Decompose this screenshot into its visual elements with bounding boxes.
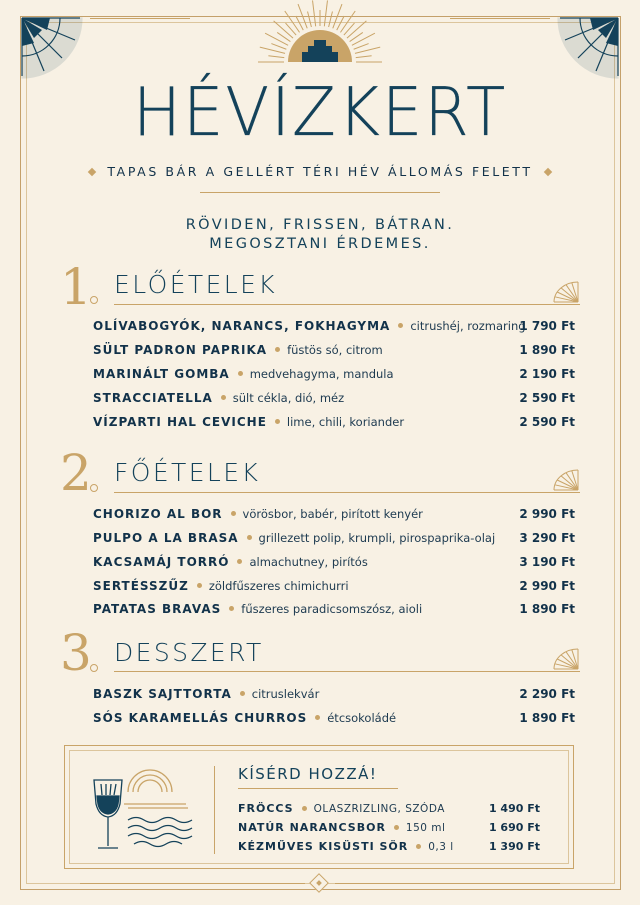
top-rule-left bbox=[90, 18, 190, 19]
item-name: CHORIZO AL BOR bbox=[93, 507, 223, 521]
bullet-dot bbox=[416, 844, 421, 849]
item-description: citrushéj, rozmaring bbox=[410, 319, 526, 333]
top-rule-right bbox=[450, 18, 550, 19]
section-number: 3 bbox=[60, 624, 92, 682]
item-price: 2 990 Ft bbox=[519, 507, 575, 521]
menu-item bbox=[93, 391, 583, 411]
drink-item bbox=[238, 802, 544, 818]
bullet-dot bbox=[247, 535, 252, 540]
pairing-divider bbox=[214, 766, 215, 854]
menu-item bbox=[93, 415, 583, 435]
item-description: fűszeres paradicsomszósz, aioli bbox=[241, 602, 423, 616]
item-name: PATATAS BRAVAS bbox=[93, 602, 222, 616]
section-title: ELŐÉTELEK bbox=[114, 270, 278, 299]
sunburst-icon bbox=[210, 0, 430, 70]
item-description: grillezett polip, krumpli, pirospaprika-olaj bbox=[258, 531, 496, 545]
menu-item bbox=[93, 507, 583, 527]
item-description: almachutney, pirítós bbox=[249, 555, 368, 569]
bullet-dot bbox=[315, 715, 320, 720]
restaurant-title: HÉVÍZKERT bbox=[132, 74, 508, 152]
menu-item bbox=[93, 687, 583, 707]
fan-icon bbox=[548, 647, 582, 671]
drink-name: NATÚR NARANCSBOR bbox=[238, 821, 386, 834]
drink-item bbox=[238, 821, 544, 837]
item-name: PULPO A LA BRASA bbox=[93, 531, 239, 545]
item-price: 3 190 Ft bbox=[519, 555, 575, 569]
item-price: 2 590 Ft bbox=[519, 391, 575, 405]
drink-description: 0,3 l bbox=[428, 841, 454, 853]
item-name: SERTÉSSZŰZ bbox=[93, 579, 189, 593]
drink-name: KÉZMŰVES KISÜSTI SÖR bbox=[238, 840, 409, 853]
section-number-dot bbox=[90, 484, 98, 492]
item-price: 2 990 Ft bbox=[519, 579, 575, 593]
bullet-dot bbox=[221, 395, 226, 400]
bullet-dot bbox=[197, 583, 202, 588]
menu-item bbox=[93, 367, 583, 387]
section-number: 1 bbox=[60, 258, 92, 316]
bullet-dot bbox=[238, 371, 243, 376]
bottom-rule-right bbox=[335, 883, 560, 884]
bottom-rule-left bbox=[80, 883, 305, 884]
drink-price: 1 490 Ft bbox=[488, 802, 540, 815]
pairing-title: KÍSÉRD HOZZÁ! bbox=[238, 765, 378, 783]
item-price: 2 190 Ft bbox=[519, 367, 575, 381]
item-price: 2 590 Ft bbox=[519, 415, 575, 429]
drink-description: 150 ml bbox=[405, 822, 446, 834]
diamond-icon bbox=[543, 167, 551, 175]
wine-glass-icon bbox=[88, 762, 198, 854]
drink-price: 1 690 Ft bbox=[488, 821, 540, 834]
item-description: étcsokoládé bbox=[327, 711, 397, 725]
item-price: 1 890 Ft bbox=[519, 711, 575, 725]
bullet-dot bbox=[302, 806, 307, 811]
bullet-dot bbox=[394, 825, 399, 830]
drink-item bbox=[238, 840, 544, 856]
menu-item bbox=[93, 579, 583, 599]
section-number-dot bbox=[90, 664, 98, 672]
item-name: BASZK SAJTTORTA bbox=[93, 687, 232, 701]
bullet-dot bbox=[240, 691, 245, 696]
item-description: füstös só, citrom bbox=[287, 343, 383, 357]
bullet-dot bbox=[229, 606, 234, 611]
item-price: 1 890 Ft bbox=[519, 602, 575, 616]
subtitle-rule bbox=[200, 192, 440, 193]
bullet-dot bbox=[231, 511, 236, 516]
subtitle: TAPAS BÁR A GELLÉRT TÉRI HÉV ÁLLOMÁS FELETT bbox=[0, 164, 640, 179]
section-rule bbox=[114, 492, 580, 493]
drink-price: 1 390 Ft bbox=[488, 840, 540, 853]
section-number-dot bbox=[90, 296, 98, 304]
item-description: sült cékla, dió, méz bbox=[232, 391, 345, 405]
item-name: MARINÁLT GOMBA bbox=[93, 367, 230, 381]
section-title: DESSZERT bbox=[114, 638, 264, 667]
menu-item bbox=[93, 531, 583, 551]
menu-item bbox=[93, 555, 583, 575]
menu-item bbox=[93, 602, 583, 622]
section-rule bbox=[114, 671, 580, 672]
section-rule bbox=[114, 304, 580, 305]
item-price: 1 890 Ft bbox=[519, 343, 575, 357]
fan-icon bbox=[548, 468, 582, 492]
item-description: vörösbor, babér, pirított kenyér bbox=[242, 507, 423, 521]
bullet-dot bbox=[237, 559, 242, 564]
item-description: zöldfűszeres chimichurri bbox=[208, 579, 349, 593]
item-price: 3 290 Ft bbox=[519, 531, 575, 545]
item-name: OLÍVABOGYÓK, NARANCS, FOKHAGYMA bbox=[93, 319, 391, 333]
item-name: SÜLT PADRON PAPRIKA bbox=[93, 343, 268, 357]
fan-icon bbox=[548, 280, 582, 304]
item-name: STRACCIATELLA bbox=[93, 391, 213, 405]
menu-item bbox=[93, 343, 583, 363]
drink-description: OLASZRIZLING, SZÓDA bbox=[313, 803, 445, 815]
bullet-dot bbox=[275, 419, 280, 424]
drink-name: FRÖCCS bbox=[238, 802, 294, 815]
item-price: 2 290 Ft bbox=[519, 687, 575, 701]
pairing-rule bbox=[238, 788, 398, 789]
section-number: 2 bbox=[60, 444, 92, 502]
menu-item bbox=[93, 319, 583, 339]
bullet-dot bbox=[275, 347, 280, 352]
item-description: medvehagyma, mandula bbox=[249, 367, 394, 381]
diamond-icon bbox=[88, 167, 96, 175]
item-price: 1 790 Ft bbox=[519, 319, 575, 333]
item-description: lime, chili, koriander bbox=[286, 415, 405, 429]
item-description: citruslekvár bbox=[251, 687, 320, 701]
tagline: RÖVIDEN, FRISSEN, BÁTRAN. MEGOSZTANI ÉRDEMES. bbox=[185, 217, 455, 252]
item-name: SÓS KARAMELLÁS CHURROS bbox=[93, 711, 308, 725]
bullet-dot bbox=[398, 323, 403, 328]
item-name: VÍZPARTI HAL CEVICHE bbox=[93, 415, 267, 429]
section-title: FŐÉTELEK bbox=[114, 458, 261, 487]
item-name: KACSAMÁJ TORRÓ bbox=[93, 555, 230, 569]
menu-item bbox=[93, 711, 583, 731]
